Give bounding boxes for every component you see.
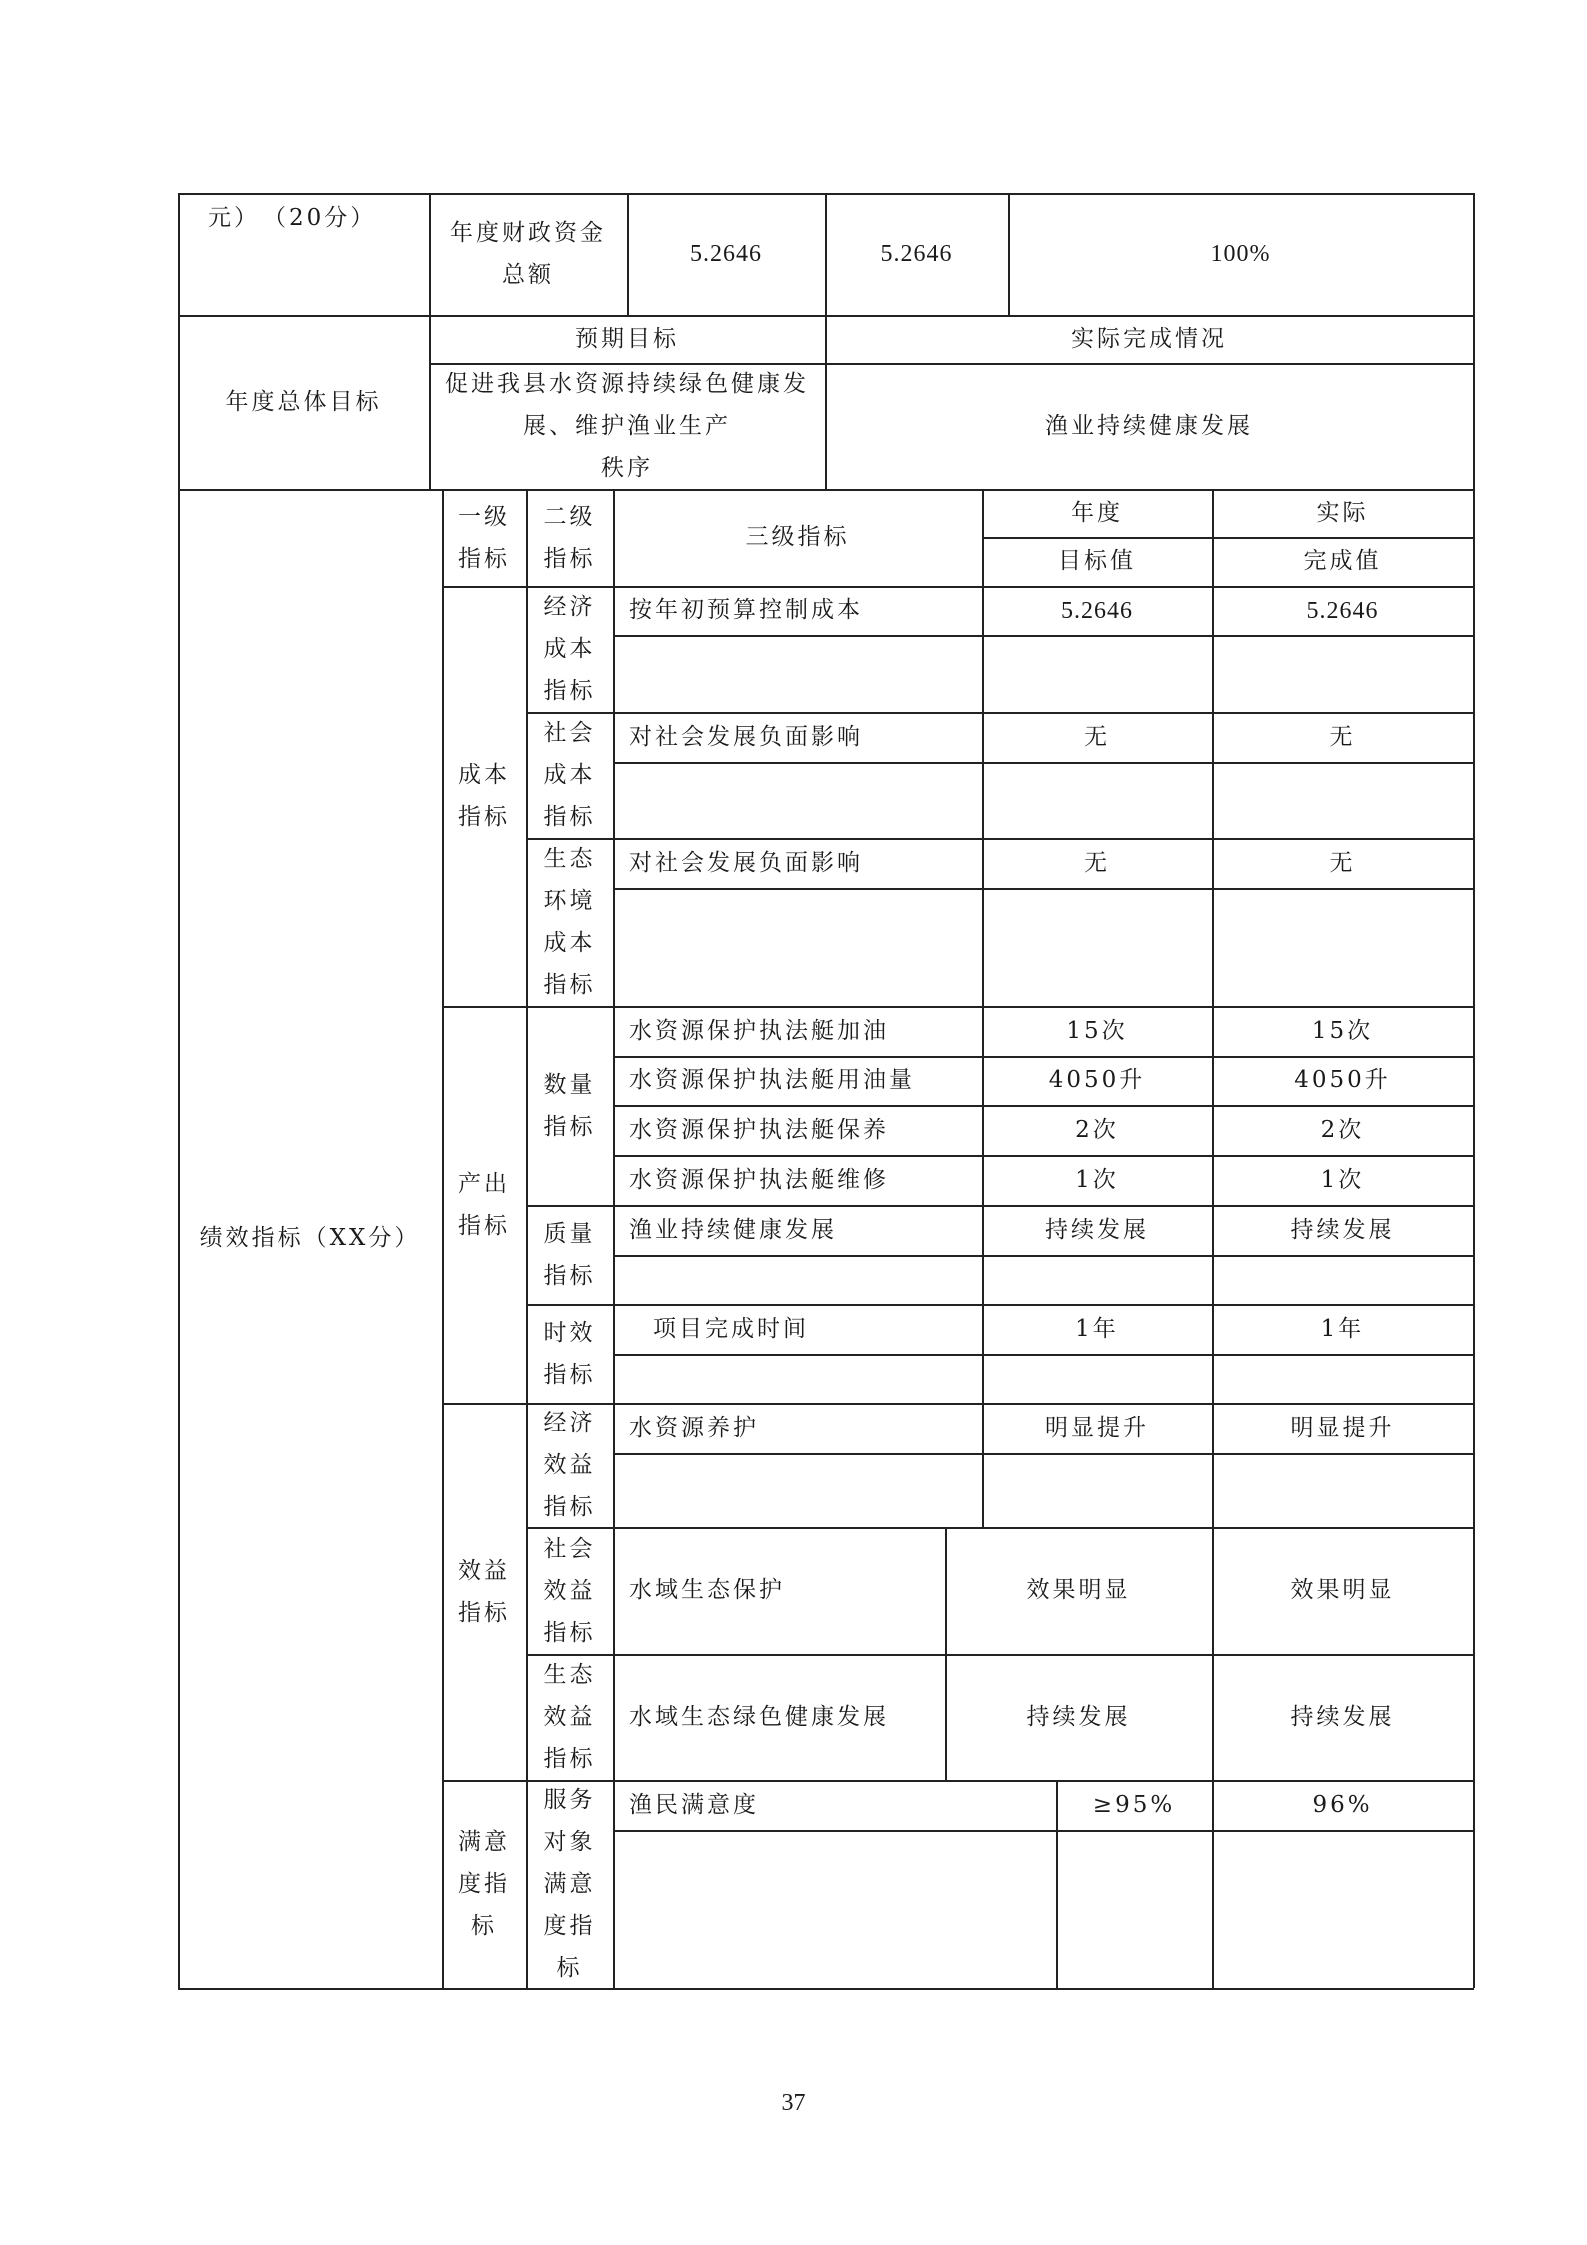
level1-header: 一级 指标: [458, 503, 510, 572]
target-value: 5.2646: [1061, 597, 1133, 624]
divider: [613, 1354, 1474, 1356]
level2-header: 二级 指标: [543, 503, 596, 572]
divider: [613, 1453, 1474, 1455]
actual-header-top: 实际: [1316, 499, 1369, 526]
indicator-name: 水资源保护执法艇用油量: [629, 1067, 915, 1094]
output-indicator-label: 产出 指标: [458, 1170, 510, 1239]
target-value: 无: [1084, 723, 1110, 750]
page-number: 37: [781, 2090, 806, 2116]
actual-value: 无: [1329, 849, 1356, 876]
fund-execution-rate: 100%: [1210, 241, 1271, 267]
expected-goal-header: 预期目标: [575, 325, 679, 352]
divider: [613, 888, 1474, 890]
target-value: 15次: [1066, 1017, 1128, 1044]
actual-value: 1次: [1320, 1166, 1365, 1193]
indicator-name: 对社会发展负面影响: [629, 849, 863, 876]
indicator-name: 按年初预算控制成本: [629, 597, 863, 624]
actual-value: 持续发展: [1290, 1216, 1395, 1243]
target-value: 无: [1084, 849, 1110, 876]
border-right: [1473, 193, 1475, 1988]
target-value: 4050升: [1048, 1067, 1146, 1094]
actual-header-bottom: 完成值: [1303, 548, 1382, 575]
target-value: 明显提升: [1045, 1414, 1149, 1441]
quality-indicator-label: 质量 指标: [543, 1220, 596, 1289]
timeliness-indicator-label: 时效 指标: [543, 1319, 596, 1388]
fund-total-label: 年度财政资金 总额: [450, 220, 606, 288]
divider: [613, 1830, 1474, 1832]
indicator-name: 渔民满意度: [629, 1791, 759, 1818]
performance-indicators-label: 绩效指标（XX分）: [199, 1225, 421, 1252]
actual-value: 无: [1329, 723, 1356, 750]
economic-benefit-label: 经济 效益 指标: [543, 1410, 596, 1520]
target-value: 2次: [1075, 1116, 1119, 1143]
fund-budget-value: 5.2646: [690, 241, 762, 267]
actual-completion-header: 实际完成情况: [1071, 325, 1227, 352]
actual-value: 4050升: [1294, 1067, 1391, 1094]
benefit-indicator-label: 效益 指标: [458, 1557, 510, 1626]
target-value: 1年: [1075, 1315, 1119, 1342]
quantity-indicator-label: 数量 指标: [543, 1071, 596, 1140]
actual-value: 效果明显: [1290, 1577, 1395, 1604]
target-value: 效果明显: [1026, 1577, 1131, 1604]
actual-value: 明显提升: [1290, 1414, 1395, 1441]
target-header-bottom: 目标值: [1058, 548, 1136, 575]
fund-executed-value: 5.2646: [880, 241, 953, 267]
target-value: 持续发展: [1045, 1216, 1149, 1243]
social-benefit-label: 社会 效益 指标: [543, 1535, 596, 1646]
economic-cost-label: 经济 成本 指标: [543, 594, 596, 704]
indicator-name: 渔业持续健康发展: [629, 1216, 837, 1243]
target-value: ≥95%: [1092, 1791, 1176, 1818]
actual-completion-text: 渔业持续健康发展: [1045, 412, 1253, 439]
target-value: 持续发展: [1026, 1703, 1131, 1730]
indicator-name: 水资源养护: [629, 1414, 759, 1441]
indicator-name: 水资源保护执法艇维修: [629, 1166, 889, 1193]
actual-value: 持续发展: [1290, 1703, 1395, 1730]
indicator-name: 水域生态绿色健康发展: [629, 1703, 889, 1730]
expected-goal-text: 促进我县水资源持续绿色健康发 展、维护渔业生产 秩序: [445, 371, 809, 481]
eco-benefit-label: 生态 效益 指标: [543, 1662, 596, 1772]
target-header-top: 年度: [1071, 499, 1123, 526]
indicator-name: 水资源保护执法艇保养: [629, 1116, 889, 1143]
actual-value: 2次: [1320, 1116, 1365, 1143]
indicator-name: 项目完成时间: [653, 1315, 809, 1342]
actual-value: 96%: [1312, 1791, 1373, 1818]
indicator-name: 对社会发展负面影响: [629, 723, 863, 750]
divider: [613, 635, 1474, 637]
indicator-name: 水资源保护执法艇加油: [629, 1017, 889, 1044]
actual-value: 5.2646: [1306, 597, 1379, 624]
annual-goal-label: 年度总体目标: [225, 388, 382, 415]
social-cost-label: 社会 成本 指标: [543, 720, 596, 830]
border-bottom: [178, 1988, 1474, 1990]
satisfaction-indicator-label: 满意 度指 标: [458, 1829, 510, 1939]
indicator-name: 水域生态保护: [629, 1577, 785, 1604]
actual-value: 1年: [1320, 1315, 1365, 1342]
cost-indicator-label: 成本 指标: [458, 762, 510, 830]
service-satisfaction-label: 服务 对象 满意 度指 标: [543, 1787, 596, 1981]
top-label-fragment: 元） （20分）: [208, 204, 377, 231]
level3-header: 三级指标: [745, 524, 850, 551]
actual-value: 15次: [1311, 1017, 1374, 1044]
eco-cost-label: 生态 环境 成本 指标: [543, 846, 596, 998]
divider: [613, 1255, 1474, 1257]
divider: [613, 762, 1474, 764]
target-value: 1次: [1075, 1166, 1119, 1193]
